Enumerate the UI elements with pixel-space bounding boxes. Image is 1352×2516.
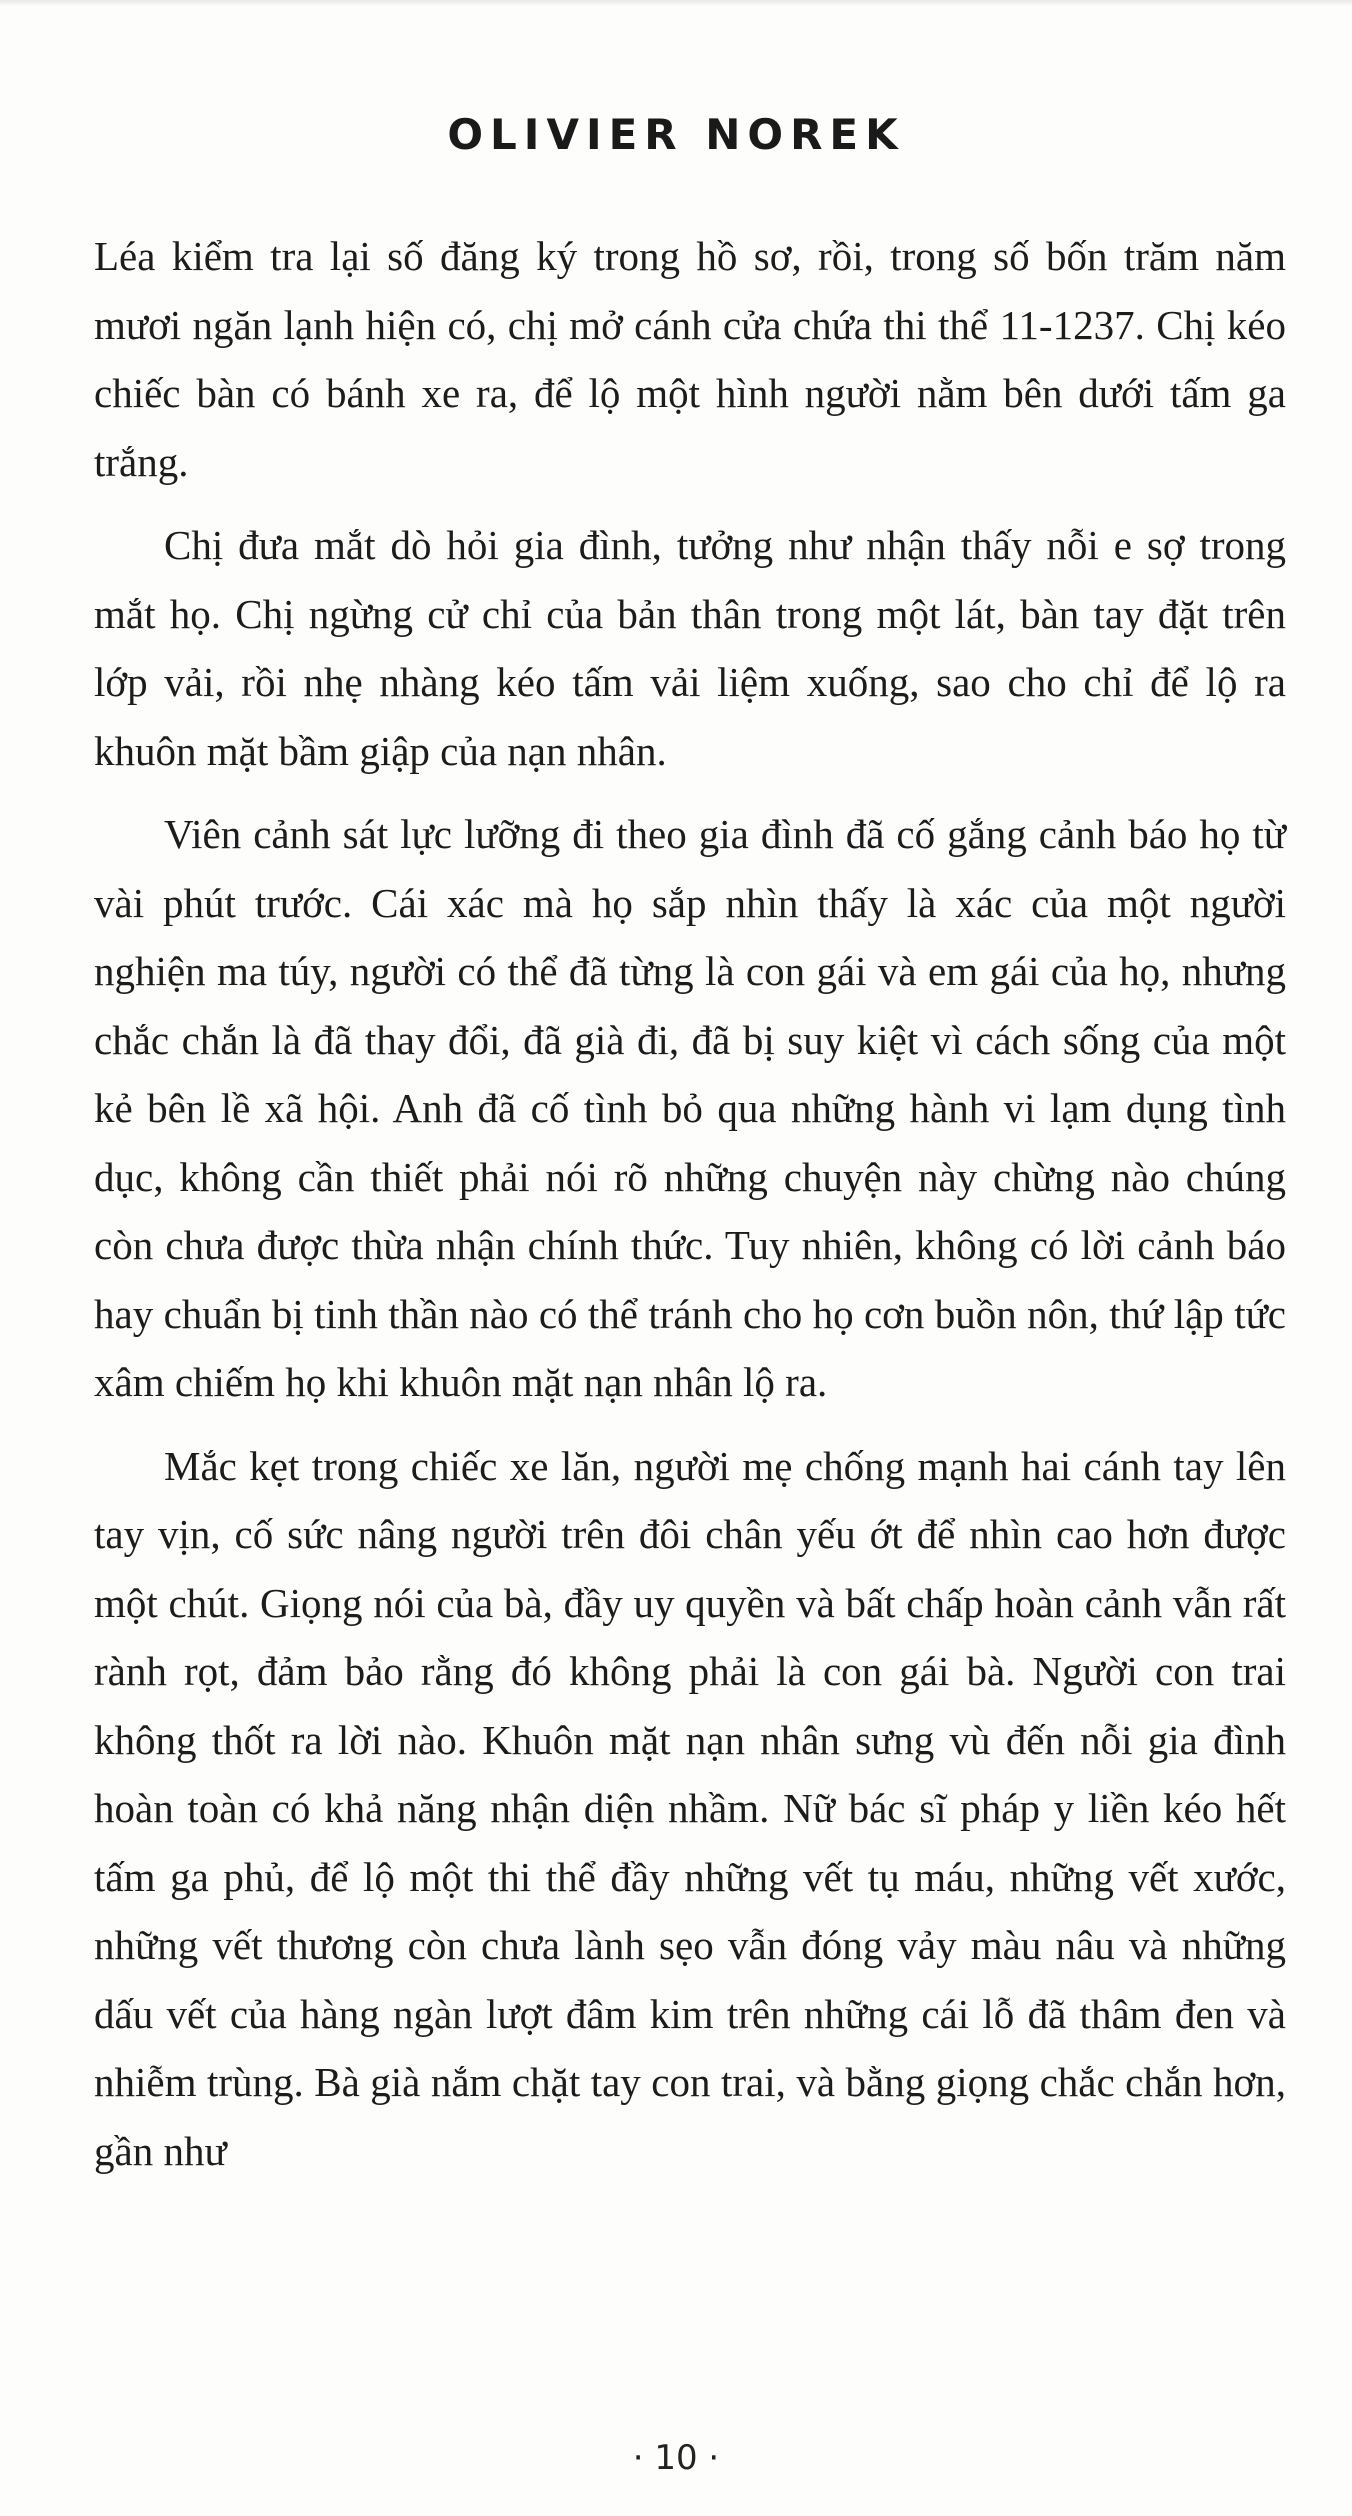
page-number: · 10 · — [632, 2438, 720, 2478]
paragraph-2: Chị đưa mắt dò hỏi gia đình, tưởng như nhận thấy nỗi e sợ trong mắt họ. Chị ngừng cử chỉ của bản thân trong một lát, bàn tay đặt trên lớp vải, rồi nhẹ nhàng kéo tấm vải liệm xuống, sao cho chỉ để lộ ra khuôn mặt bầm giập của nạn nhân. — [94, 522, 1286, 774]
paragraph-4: Mắc kẹt trong chiếc xe lăn, người mẹ chống mạnh hai cánh tay lên tay vịn, cố sức nâng người trên đôi chân yếu ớt để nhìn cao hơn được một chút. Giọng nói của bà, đầy uy quyền và bất chấp hoàn cảnh vẫn rất rành rọt, đảm bảo rằng đó không phải là con gái bà. Người con trai không thốt ra lời nào. Khuôn mặt nạn nhân sưng vù đến nỗi gia đình hoàn toàn có khả năng nhận diện nhầm. Nữ bác sĩ pháp y liền kéo hết tấm ga phủ, để lộ một thi thể đầy những vết tụ máu, những vết xước, những vết thương còn chưa lành sẹo vẫn đóng vảy màu nâu và những dấu vết của hàng ngàn lượt đâm kim trên những cái lỗ đã thâm đen và nhiễm trùng. Bà già nắm chặt tay con trai, và bằng giọng chắc chắn hơn, gần như — [94, 1442, 1286, 2174]
running-header-author: OLIVIER NOREK — [447, 110, 905, 159]
page-edge-shadow — [0, 0, 1352, 6]
paragraph-3: Viên cảnh sát lực lưỡng đi theo gia đình đã cố gắng cảnh báo họ từ vài phút trước. Cái xác mà họ sắp nhìn thấy là xác của một người nghiện ma túy, người có thể đã từng là con gái và em gái của họ, nhưng chắc chắn là đã thay đổi, đã già đi, đã bị suy kiệt vì cách sống của một kẻ bên lề xã hội. Anh đã cố tình bỏ qua những hành vi lạm dụng tình dục, không cần thiết phải nói rõ những chuyện này chừng nào chúng còn chưa được thừa nhận chính thức. Tuy nhiên, không có lời cảnh báo hay chuẩn bị tinh thần nào có thể tránh cho họ cơn buồn nôn, thứ lập tức xâm chiếm họ khi khuôn mặt nạn nhân lộ ra. — [94, 811, 1286, 1405]
paragraph-1: Léa kiểm tra lại số đăng ký trong hồ sơ, rồi, trong số bốn trăm năm mươi ngăn lạnh hiện có, chị mở cánh cửa chứa thi thể 11-1237. Chị kéo chiếc bàn có bánh xe ra, để lộ một hình người nằm bên dưới tấm ga trắng. — [94, 233, 1286, 485]
body-text — [94, 222, 1286, 2200]
